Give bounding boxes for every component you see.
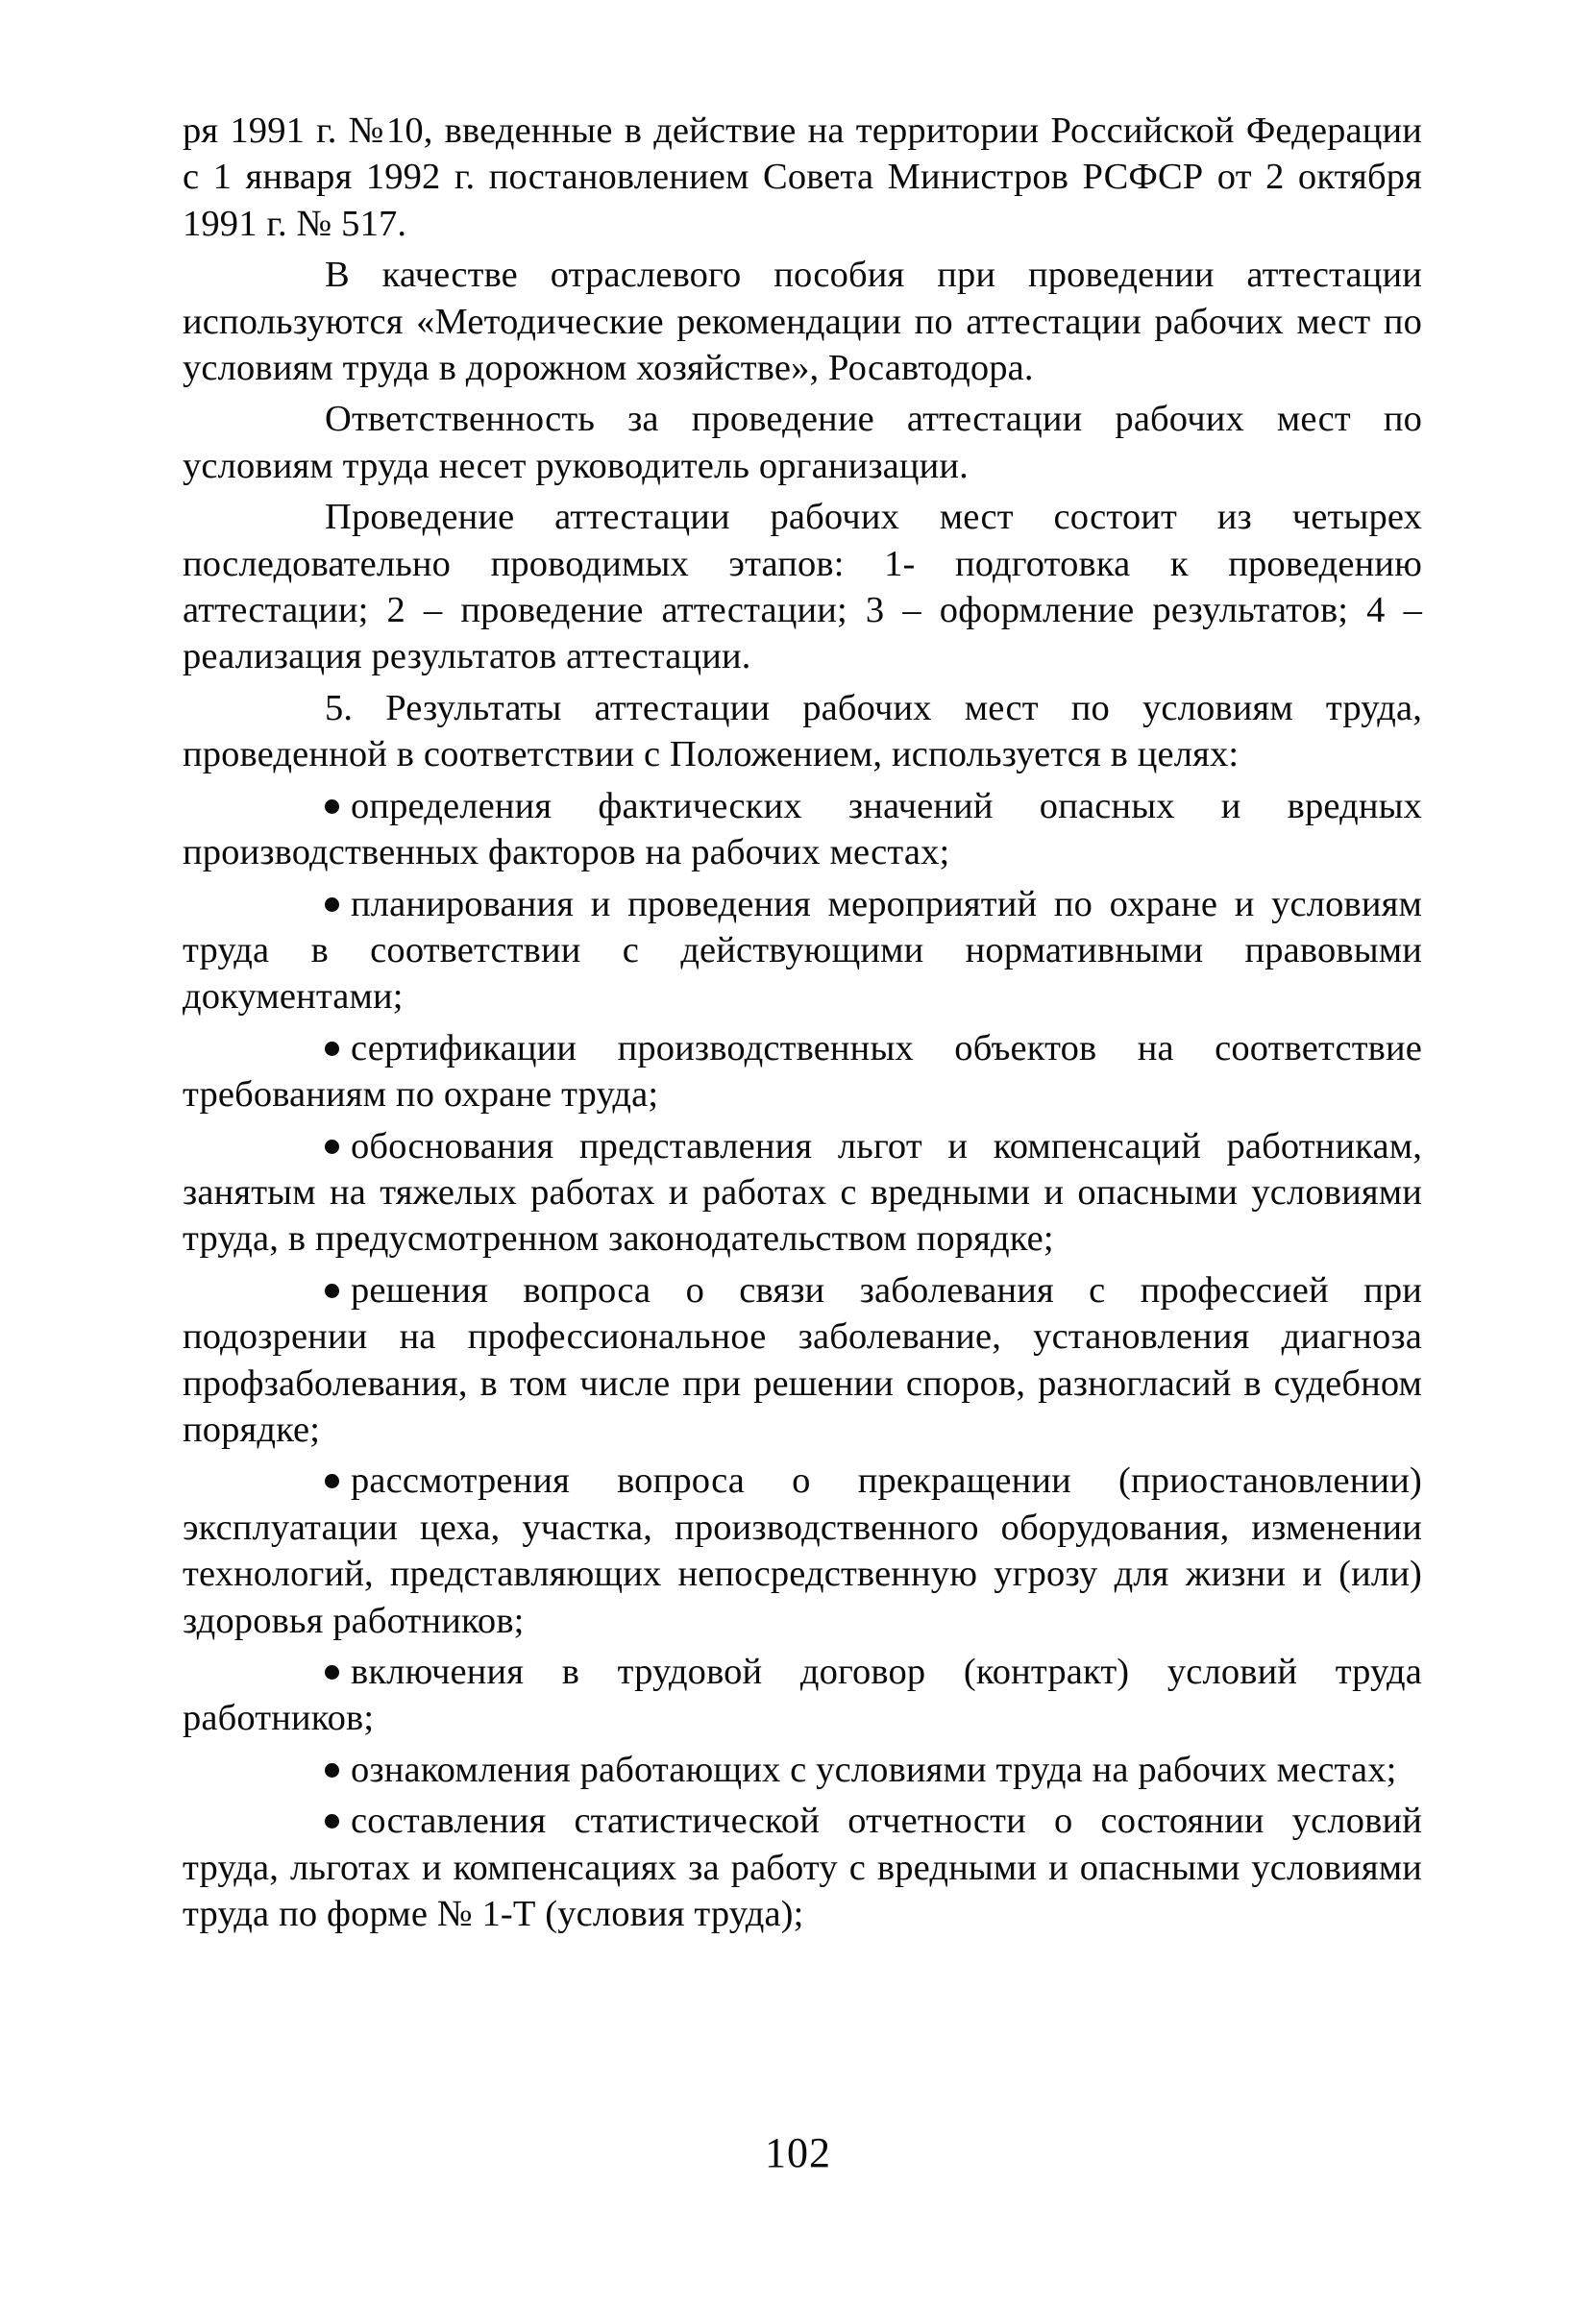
list-item <box>183 1267 1422 1454</box>
bullet-icon <box>325 1665 339 1680</box>
paragraph-stages: Проведение аттестации рабочих мест состоит из четырех последовательно проводимых этапов: 1- подготовка к проведению аттестации; 2 – проведение аттестации; 3 – оформление результатов; 4 – реализация результатов аттестации. <box>183 497 1422 677</box>
paragraph-results-purpose: 5. Результаты аттестации рабочих мест по условиям труда, проведенной в соответствии с Положением, используется в целях: <box>183 687 1422 775</box>
paragraph-industry-guide: В качестве отраслевого пособия при проведении аттестации используются «Методические рекомендации по аттестации рабочих мест по условиям труда в дорожном хозяйстве», Росавтодора. <box>183 255 1422 389</box>
bullet-icon <box>325 1814 339 1828</box>
page-number: 102 <box>765 2129 831 2176</box>
list-item-text: решения вопроса о связи заболевания с профессией при подозрении на профессиональное заболевание, установления диагноза профзаболевания, в том числе при решении споров, разногласий в судебном порядке; <box>183 1269 1422 1450</box>
list-item-text: ознакомления работающих с условиями труда на рабочих местах; <box>351 1749 1397 1790</box>
list-item-text: определения фактических значений опасных и вредных производственных факторов на рабочих местах; <box>183 785 1422 873</box>
bullet-icon <box>325 1140 339 1154</box>
bullet-icon <box>325 1763 339 1778</box>
bullet-icon <box>325 1284 339 1298</box>
list-item <box>183 783 1422 876</box>
document-body <box>183 108 1422 1942</box>
list-item-text: включения в трудовой договор (контракт) условий труда работников; <box>183 1652 1422 1739</box>
list-item-text: рассмотрения вопроса о прекращении (приостановлении) эксплуатации цеха, участка, производственного оборудования, изменении технологий, представляющих непосредственную угрозу для жизни и (или) здоровья работников; <box>183 1460 1422 1641</box>
list-item-text: планирования и проведения мероприятий по охране и условиям труда в соответствии с действующими нормативными правовыми документами; <box>183 883 1422 1018</box>
bullet-icon <box>325 1042 339 1056</box>
paragraph-continuation: ря 1991 г. №10, введенные в действие на территории Российской Федерации с 1 января 1992 г. постановлением Совета Министров РСФСР от 2 октября 1991 г. № 517. <box>183 110 1422 244</box>
paragraph-responsibility: Ответственность за проведение аттестации рабочих мест по условиям труда несет руководитель организации. <box>183 399 1422 486</box>
list-item <box>183 1458 1422 1644</box>
bullet-icon <box>325 799 339 814</box>
bullet-icon <box>325 1474 339 1488</box>
list-item <box>183 881 1422 1020</box>
list-item <box>183 1123 1422 1263</box>
list-item <box>183 1025 1422 1118</box>
list-item-text: обоснования представления льгот и компенсаций работникам, занятым на тяжелых работах и работах с вредными и опасными условиями труда, в предусмотренном законодательством порядке; <box>183 1125 1422 1260</box>
list-item <box>183 1747 1422 1793</box>
bullet-icon <box>325 897 339 912</box>
list-item-text: составления статистической отчетности о состоянии условий труда, льготах и компенсациях за работу с вредными и опасными условиями труда по форме № 1-Т (условия труда); <box>183 1801 1422 1935</box>
list-item <box>183 1798 1422 1937</box>
list-item-text: сертификации производственных объектов на соответствие требованиям по охране труда; <box>183 1027 1422 1116</box>
list-item <box>183 1649 1422 1742</box>
